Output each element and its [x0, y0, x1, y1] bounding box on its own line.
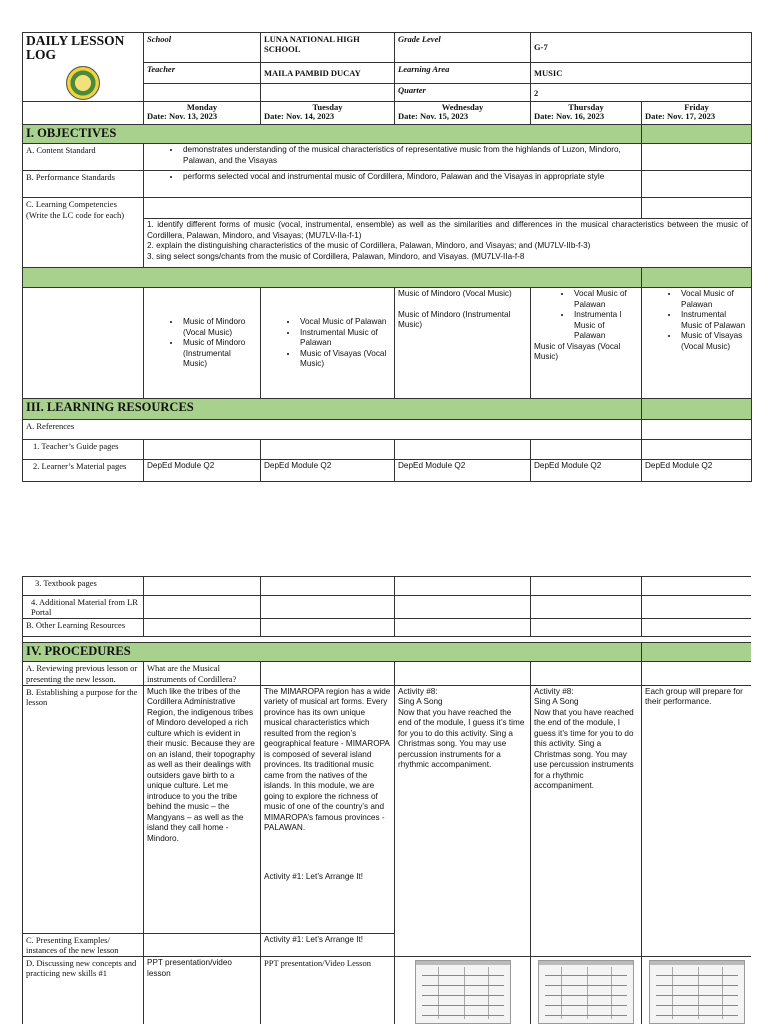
- proc-b-thursday: Activity #8: Sing A Song Now that you have reached the end of the module, I guess it’s time for you to do this activity. Sing a Christmas song. You may use percussion instruments for a rhythmic accompaniment.: [531, 685, 642, 956]
- content-heading-row: [23, 268, 752, 288]
- module-wednesday: DepEd Module Q2: [395, 460, 531, 482]
- proc-b-tuesday-activity: Activity #1: Let’s Arrange It!: [264, 871, 364, 881]
- teacher-value: MAILA PAMBID DUCAY: [261, 63, 395, 84]
- content-row: [23, 288, 752, 399]
- module-tuesday: DepEd Module Q2: [261, 460, 395, 482]
- proc-b-monday: Much like the tribes of the Cordillera Administrative Region, the indigenous tribes of Mindoro developed a rich culture which is evident in their music. Because they are on an island, their topography as well as their dealings with outsiders gave birth to a unique culture. Let me introduce to you the tribe behind the music – the Mangyans – as well as the island they call home - Mindoro.: [144, 685, 261, 933]
- quarter-label: Quarter: [395, 84, 531, 102]
- worksheet-thumbnail-icon: [415, 960, 511, 1024]
- performance-standards-label: B. Performance Standards: [23, 171, 144, 198]
- school-value: LUNA NATIONAL HIGH SCHOOL: [261, 33, 395, 63]
- teachers-guide-label: 1. Teacher’s Guide pages: [23, 440, 144, 460]
- learners-material-label: 2. Learner’s Material pages: [23, 460, 144, 482]
- competencies-label: C. Learning Competencies (Write the LC code for each): [23, 198, 144, 268]
- proc-d-monday: PPT presentation/video lesson: [144, 957, 261, 1024]
- teacher-label: Teacher: [144, 63, 261, 84]
- proc-c-label: C. Presenting Examples/ instances of the new lesson: [23, 933, 144, 956]
- lesson-log-table-1: [22, 32, 751, 482]
- day-thursday: Thursday Date: Nov. 16, 2023: [531, 102, 642, 125]
- day-tuesday: Tuesday Date: Nov. 14, 2023: [261, 102, 395, 125]
- textbook-label: 3. Textbook pages: [23, 577, 144, 596]
- proc-b-label: B. Establishing a purpose for the lesson: [23, 685, 144, 933]
- procedures-heading: IV. PROCEDURES: [23, 643, 642, 662]
- proc-b-friday: Each group will prepare for their performance.: [642, 685, 752, 956]
- content-standard-label: A. Content Standard: [23, 144, 144, 171]
- header-title-cell: [23, 33, 144, 102]
- proc-a-label: A. Reviewing previous lesson or presenting the new lesson.: [23, 662, 144, 685]
- day-wednesday: Wednesday Date: Nov. 15, 2023: [395, 102, 531, 125]
- other-resources-label: B. Other Learning Resources: [23, 619, 144, 637]
- content-monday-2: • Music of Mindoro (Instrumental Music): [181, 338, 257, 370]
- worksheet-thumbnail-icon: [538, 960, 634, 1024]
- content-monday-1: • Music of Mindoro (Vocal Music): [181, 317, 257, 338]
- content-thursday-2: • Instrumenta l Music of Palawan: [572, 310, 638, 342]
- grade-level-label: Grade Level: [395, 33, 531, 63]
- day-header-row: [23, 102, 752, 125]
- content-friday-2: • Instrumental Music of Palawan: [679, 310, 748, 331]
- proc-a-monday: What are the Musical instruments of Cordillera?: [144, 662, 261, 685]
- module-monday: DepEd Module Q2: [144, 460, 261, 482]
- school-seal-icon: [66, 66, 100, 100]
- quarter-value: 2: [531, 84, 752, 102]
- objectives-heading: I. OBJECTIVES: [23, 125, 642, 144]
- performance-standards-text: • performs selected vocal and instrumental music of Cordillera, Mindoro, Palawan and the Visayas in appropriate style: [181, 172, 638, 183]
- learning-area-value: MUSIC: [531, 63, 752, 84]
- day-monday: Monday Date: Nov. 13, 2023: [144, 102, 261, 125]
- content-friday-3: • Music of Visayas (Vocal Music): [679, 331, 748, 352]
- school-label: School: [144, 33, 261, 63]
- proc-b-tuesday: The MIMAROPA region has a wide variety of musical art forms. Every province has its own unique musical characteristics which resulted from the region’s geographical feature - MIMAROPA is composed of several island provinces. Its traditional music came from the natives of the islands. In this module, we are going to explore the richness of music of one of the country’s and MIMAROPA’s famous provinces - PALAWAN. Activity #1: Let’s Arrange It!: [261, 685, 395, 933]
- module-thursday: DepEd Module Q2: [531, 460, 642, 482]
- content-friday-1: • Vocal Music of Palawan: [679, 289, 748, 310]
- content-wednesday-2: Music of Mindoro (Instrumental Music): [398, 309, 511, 330]
- content-tuesday-2: • Instrumental Music of Palawan: [298, 328, 391, 349]
- additional-material-label: 4. Additional Material from LR Portal: [23, 596, 144, 619]
- worksheet-thumbnail-icon: [649, 960, 745, 1024]
- module-friday: DepEd Module Q2: [642, 460, 752, 482]
- proc-d-label: D. Discussing new concepts and practicing new skills #1: [23, 957, 144, 1024]
- day-friday: Friday Date: Nov. 17, 2023: [642, 102, 752, 125]
- content-thursday-1: • Vocal Music of Palawan: [572, 289, 638, 310]
- learning-area-label: Learning Area: [395, 63, 531, 84]
- content-standard-text: • demonstrates understanding of the musical characteristics of representative music from the highlands of Luzon, Mindoro, Palawan, and the Visayas: [181, 145, 638, 166]
- references-label: A. References: [23, 420, 642, 440]
- proc-b-wednesday: Activity #8: Sing A Song Now that you have reached the end of the module, I guess it’s time for you to do this activity. Sing a Christmas song. You may use percussion instruments for a rhythmic accompaniment.: [395, 685, 531, 956]
- content-thursday-3: Music of Visayas (Vocal Music): [534, 341, 621, 362]
- proc-c-tuesday: Activity #1: Let’s Arrange It!: [261, 933, 395, 956]
- lesson-log-table-2: [22, 576, 751, 1024]
- content-wednesday-1: Music of Mindoro (Vocal Music): [398, 289, 512, 299]
- proc-d-tuesday: PPT presentation/Video Lesson: [261, 957, 395, 1024]
- content-tuesday-3: • Music of Visayas (Vocal Music): [298, 349, 391, 370]
- learning-resources-heading: III. LEARNING RESOURCES: [23, 399, 642, 420]
- content-tuesday-1: • Vocal Music of Palawan: [298, 317, 391, 328]
- competencies-text: 1. identify different forms of music (vocal, instrumental, ensemble) as well as the similarities and differences in the musical characteristics between the music of Cordillera, Palawan, Mindoro, and Visayas; (MU7LV-IIa-f-1) 2. explain the distinguishing characteristics of the music of Cordillera, Palawan, Mindoro, and Visayas; and (MU7LV-IIb-f-3) 3. sing select songs/chants from the music of Cordillera, Palawan, Mindoro, and Visayas. (MU7LV-IIa-f-8: [144, 219, 752, 268]
- grade-level-value: G-7: [531, 33, 752, 63]
- page-title: DAILY LESSON LOG: [26, 33, 125, 63]
